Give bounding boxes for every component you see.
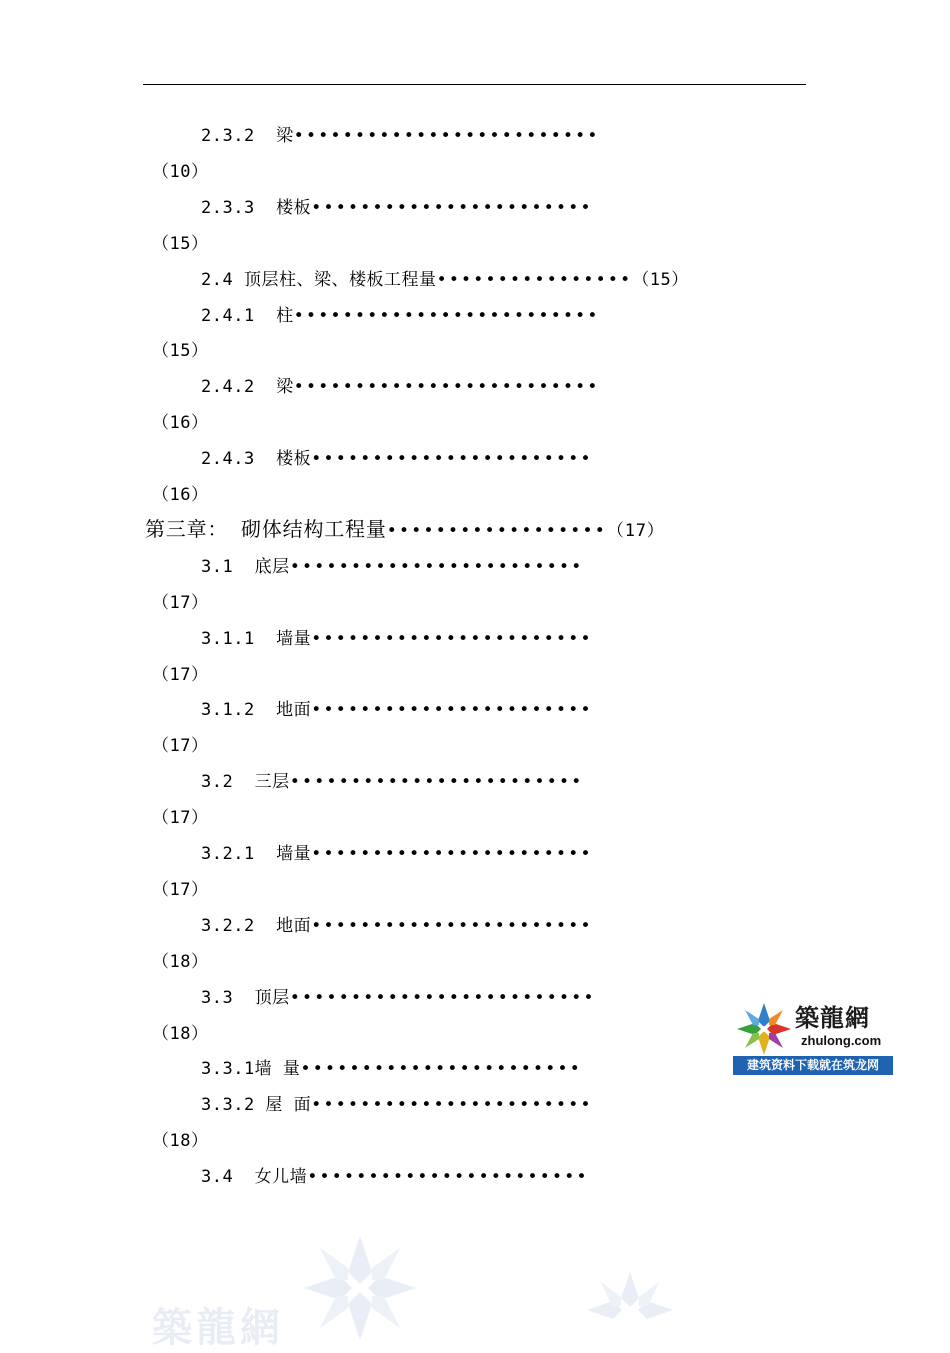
toc-page-number: （16）: [152, 485, 209, 505]
toc-page-number-line[interactable]: [152, 413, 208, 433]
toc-page-number: （15）: [632, 269, 689, 290]
toc-entry-title: 3.3.2 屋 面: [201, 1095, 312, 1116]
toc-leader-dots: ••••••••••••••••••: [386, 520, 607, 541]
toc-page-number: （17）: [152, 592, 209, 613]
toc-entry[interactable]: [201, 772, 583, 792]
logo-slogan: 建筑资料下载就在筑龙网: [733, 1056, 893, 1075]
toc-chapter-entry[interactable]: [145, 516, 665, 541]
toc-entry-title: 3.3 顶层: [201, 987, 290, 1008]
toc-page-number: （18）: [152, 1023, 209, 1044]
toc-leader-dots: •••••••••••••••••••••••: [311, 915, 593, 936]
toc-entry-title: 3.3.1墙 量: [201, 1059, 301, 1080]
toc-leader-dots: •••••••••••••••••••••••••: [293, 305, 600, 326]
toc-page-number-line[interactable]: [152, 952, 208, 972]
toc-entry[interactable]: [201, 988, 596, 1008]
toc-entry[interactable]: [201, 126, 600, 146]
toc-leader-dots: •••••••••••••••••••••••: [311, 197, 593, 218]
watermark-text: 築龍網: [152, 1304, 284, 1351]
toc-entry-title: 3.4 女儿墙: [201, 1167, 308, 1188]
toc-entry[interactable]: [201, 270, 689, 290]
toc-entry[interactable]: [201, 700, 593, 720]
toc-page-number-line[interactable]: [152, 880, 208, 900]
toc-leader-dots: •••••••••••••••••••••••••: [293, 126, 600, 146]
toc-page-number-line[interactable]: [152, 736, 208, 756]
toc-leader-dots: ••••••••••••••••••••••••: [289, 772, 584, 793]
toc-page-number-line[interactable]: [152, 808, 208, 828]
toc-page-number: （17）: [152, 664, 209, 685]
toc-leader-dots: ••••••••••••••••: [436, 269, 633, 290]
zhulong-logo[interactable]: [733, 999, 893, 1077]
toc-entry[interactable]: [201, 1059, 582, 1079]
toc-entry[interactable]: [201, 377, 600, 397]
watermark-flower-icon: [300, 1232, 420, 1344]
toc-leader-dots: •••••••••••••••••••••••••: [289, 987, 596, 1008]
toc-entry-title: 3.2.1 墙量: [201, 844, 312, 864]
toc-entry-title: 3.2.2 地面: [201, 915, 312, 936]
toc-page-number-line[interactable]: [152, 341, 208, 361]
toc-leader-dots: •••••••••••••••••••••••: [311, 1095, 593, 1116]
toc-page-number-line[interactable]: [152, 162, 208, 182]
toc-entry-title: 2.4.3 楼板: [201, 449, 312, 470]
toc-entry-title: 2.3.2 梁: [201, 126, 294, 146]
toc-page-number: （10）: [152, 161, 209, 182]
toc-entry-title: 2.4.2 梁: [201, 377, 294, 398]
toc-page-number-line[interactable]: [152, 1024, 208, 1044]
toc-page-number-line[interactable]: [152, 234, 208, 254]
watermark-flower-icon-2: [585, 1270, 675, 1344]
toc-page-number-line[interactable]: [152, 485, 208, 505]
toc-leader-dots: •••••••••••••••••••••••: [300, 1059, 582, 1080]
toc-leader-dots: •••••••••••••••••••••••: [311, 844, 593, 864]
logo-chinese-name: 築龍網: [795, 1003, 870, 1032]
toc-entry-title: 3.1 底层: [201, 556, 290, 577]
toc-entry[interactable]: [201, 916, 593, 936]
toc-page-number: （17）: [606, 520, 665, 541]
toc-entry-title: 3.2 三层: [201, 772, 290, 793]
toc-leader-dots: •••••••••••••••••••••••: [307, 1167, 589, 1188]
toc-page-number: （18）: [152, 951, 209, 972]
toc-page-number: （17）: [152, 736, 209, 757]
toc-page-number-line[interactable]: [152, 1131, 208, 1151]
toc-entry[interactable]: [201, 844, 593, 864]
toc-leader-dots: ••••••••••••••••••••••••: [289, 556, 584, 577]
toc-leader-dots: •••••••••••••••••••••••: [311, 700, 593, 721]
toc-leader-dots: •••••••••••••••••••••••: [311, 449, 593, 470]
toc-page-number-line[interactable]: [152, 665, 208, 685]
toc-entry[interactable]: [201, 198, 593, 218]
toc-page-number: （15）: [152, 233, 209, 254]
toc-entry-title: 3.1.1 墙量: [201, 628, 312, 649]
toc-entry-title: 2.3.3 楼板: [201, 197, 312, 218]
toc-entry-title: 2.4 顶层柱、梁、楼板工程量: [201, 269, 437, 290]
toc-entry[interactable]: [201, 306, 600, 326]
toc-entry[interactable]: [201, 1095, 593, 1115]
toc-entry[interactable]: [201, 629, 593, 649]
toc-entry-title: 3.1.2 地面: [201, 700, 312, 721]
toc-page-number: （16）: [152, 413, 209, 434]
logo-flower-icon: [735, 1001, 793, 1057]
toc-leader-dots: •••••••••••••••••••••••••: [293, 377, 600, 398]
toc-entry[interactable]: [201, 1167, 589, 1187]
toc-page-number: （18）: [152, 1131, 209, 1152]
logo-domain: zhulong.com: [801, 1033, 882, 1048]
toc-page-number: （17）: [152, 808, 209, 829]
toc-entry[interactable]: [201, 449, 593, 469]
toc-leader-dots: •••••••••••••••••••••••: [311, 628, 593, 649]
toc-entry-title: 2.4.1 柱: [201, 305, 294, 326]
toc-entry-title: 第三章： 砌体结构工程量: [145, 516, 387, 541]
toc-page-number: （17）: [152, 879, 209, 900]
toc-page-number: （15）: [152, 341, 209, 362]
toc-page-number-line[interactable]: [152, 593, 208, 613]
toc-entry[interactable]: [201, 557, 583, 577]
